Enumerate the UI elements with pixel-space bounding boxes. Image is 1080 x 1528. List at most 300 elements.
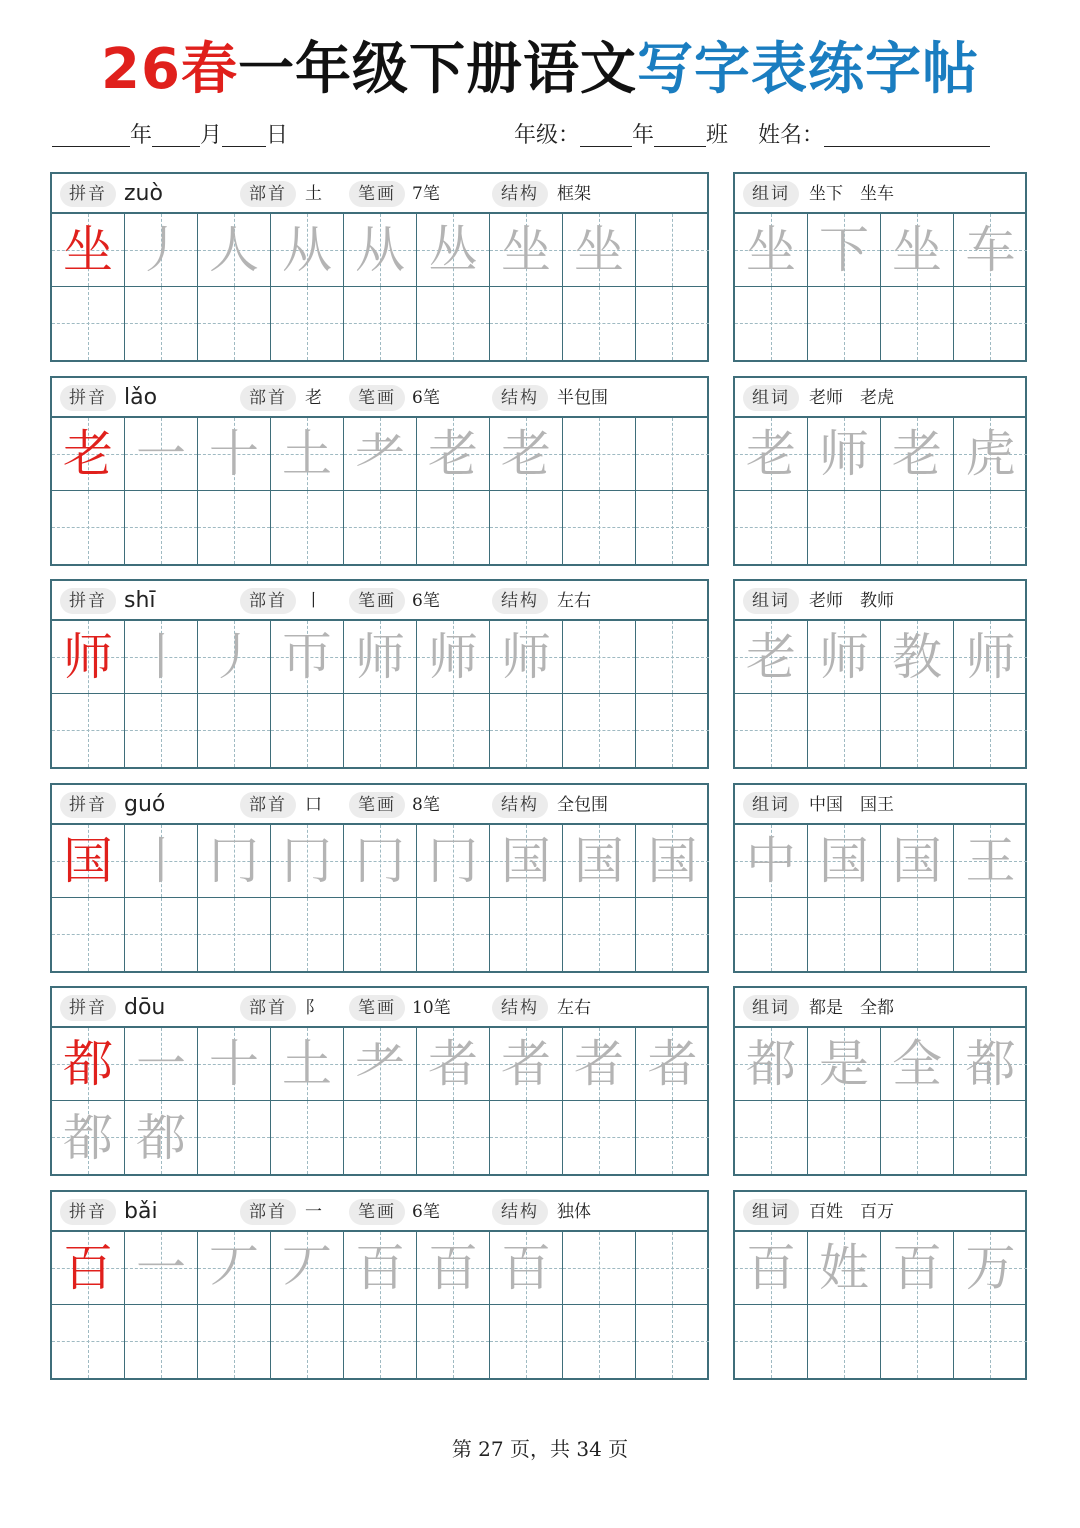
cell-guide-horizontal [636,250,709,251]
stroke-step-character: 者 [574,1035,624,1093]
practice-cell[interactable] [636,491,709,564]
cell-guide-horizontal [636,1268,709,1269]
practice-cell[interactable] [735,418,808,491]
stroke-step-character: 者 [428,1035,478,1093]
practice-cell[interactable] [636,1028,709,1101]
title-part-2: 一年级下册语文 [237,37,637,102]
structure-label: 结构 [492,181,548,207]
practice-cell[interactable] [417,1232,490,1305]
cell-guide-horizontal [417,730,489,731]
cell-guide-horizontal [52,730,124,731]
practice-cell[interactable] [344,1101,417,1174]
practice-cell[interactable] [198,1101,271,1174]
cell-guide-horizontal [198,323,270,324]
practice-cell[interactable] [271,621,344,694]
practice-cell[interactable] [52,214,125,287]
practice-cell[interactable] [417,694,490,767]
practice-cell[interactable] [271,825,344,898]
practice-cell[interactable] [954,418,1027,491]
stroke-step-character: 耂 [355,425,405,483]
practice-cell[interactable] [881,214,954,287]
word-trace-character: 教 [892,628,942,686]
cell-guide-horizontal [490,323,562,324]
day-blank[interactable] [222,118,266,147]
practice-cell[interactable] [808,214,881,287]
pinyin-label: 拼音 [60,588,116,614]
page-footer: 第 27 页，共 34 页 [451,1437,629,1461]
cell-guide-horizontal [490,730,562,731]
practice-cell[interactable] [808,898,881,971]
cell-guide-horizontal [198,1341,270,1342]
radical-value: 一 [305,1202,322,1222]
practice-cell[interactable] [881,491,954,564]
practice-cell[interactable] [636,694,709,767]
practice-cell[interactable] [808,1101,881,1174]
structure-value: 全包围 [557,795,608,815]
pinyin-label: 拼音 [60,792,116,818]
practice-cell[interactable] [125,694,198,767]
pinyin-label: 拼音 [60,995,116,1021]
stroke-step-character: 帀 [282,628,332,686]
card-header [735,988,1025,1028]
practice-cell[interactable] [808,1305,881,1378]
practice-cell[interactable] [125,1305,198,1378]
cell-guide-horizontal [490,1341,562,1342]
practice-cell[interactable] [563,898,636,971]
strokes-label: 笔画 [349,995,405,1021]
practice-cell[interactable] [881,1305,954,1378]
practice-cell[interactable] [735,287,808,360]
cell-guide-horizontal [125,730,197,731]
stroke-step-character: 从 [282,221,332,279]
practice-cell[interactable] [271,694,344,767]
cell-guide-horizontal [636,323,709,324]
practice-cell[interactable] [417,825,490,898]
practice-cell[interactable] [636,898,709,971]
cell-guide-horizontal [198,1137,270,1138]
cell-guide-horizontal [125,1341,197,1342]
cell-guide-horizontal [52,323,124,324]
cell-guide-horizontal [417,934,489,935]
practice-cell[interactable] [271,418,344,491]
year-label: 年 [130,123,153,148]
structure-value: 独体 [557,1202,591,1222]
model-character: 老 [63,425,113,483]
word-trace-character: 坐 [746,221,796,279]
cell-guide-horizontal [271,323,343,324]
practice-cell[interactable] [808,621,881,694]
practice-cell[interactable] [735,1305,808,1378]
card-header [52,988,707,1028]
practice-cell[interactable] [344,287,417,360]
stroke-step-character: 丆 [209,1239,259,1297]
practice-cell[interactable] [344,694,417,767]
stroke-step-character: 都 [136,1108,186,1167]
cell-guide-horizontal [563,527,635,528]
word-practice-card [733,783,1027,973]
practice-cell[interactable] [881,1101,954,1174]
practice-cell[interactable] [808,491,881,564]
stroke-step-character: 土 [282,425,332,483]
practice-cell[interactable] [563,1028,636,1101]
practice-cell[interactable] [563,1101,636,1174]
pinyin-value: bǎi [124,1199,158,1224]
practice-cell[interactable] [198,621,271,694]
practice-cell[interactable] [271,491,344,564]
name-label: 姓名： [758,123,825,148]
stroke-practice-card [50,376,709,566]
practice-cell[interactable] [198,825,271,898]
word-trace-character: 全 [892,1035,942,1093]
words-label: 组词 [743,181,799,207]
practice-cell[interactable] [881,694,954,767]
practice-cell[interactable] [125,418,198,491]
stroke-step-character: 冂 [209,832,259,890]
practice-cell[interactable] [198,418,271,491]
cell-guide-horizontal [808,323,880,324]
word-trace-character: 百 [892,1239,942,1297]
practice-cell[interactable] [636,214,709,287]
word-trace-character: 坐 [892,221,942,279]
practice-cell[interactable] [563,491,636,564]
practice-cell[interactable] [417,287,490,360]
practice-cell[interactable] [344,621,417,694]
class-label: 班 [706,123,729,148]
radical-label: 部首 [240,385,296,411]
practice-cell[interactable] [198,287,271,360]
practice-cell[interactable] [636,1305,709,1378]
practice-cell[interactable] [125,287,198,360]
card-header [52,581,707,621]
practice-cell[interactable] [271,1101,344,1174]
practice-cell[interactable] [271,1232,344,1305]
practice-cell[interactable] [735,1028,808,1101]
cell-guide-horizontal [954,934,1027,935]
practice-cell[interactable] [490,1232,563,1305]
practice-cell[interactable] [881,287,954,360]
practice-cell[interactable] [490,621,563,694]
practice-cell[interactable] [954,898,1027,971]
practice-cell[interactable] [490,491,563,564]
practice-cell[interactable] [198,694,271,767]
strokes-label: 笔画 [349,792,405,818]
stroke-step-character: 师 [501,628,551,686]
practice-cell[interactable] [417,898,490,971]
practice-cell[interactable] [271,214,344,287]
practice-cell[interactable] [735,621,808,694]
word-trace-character: 老 [892,425,942,483]
words-value: 坐下 坐车 [809,184,894,204]
pinyin-value: zuò [124,181,163,206]
cell-guide-horizontal [417,1137,489,1138]
structure-label: 结构 [492,792,548,818]
practice-cell[interactable] [198,1232,271,1305]
stroke-step-character: 坐 [574,221,624,279]
practice-cell[interactable] [52,1232,125,1305]
cell-guide-horizontal [735,323,807,324]
stroke-step-character: 丿 [209,628,259,686]
grade-label: 年级： [514,123,581,148]
word-trace-character: 老 [746,425,796,483]
practice-cell[interactable] [954,825,1027,898]
words-label: 组词 [743,1199,799,1225]
practice-cell[interactable] [52,491,125,564]
strokes-value: 6笔 [412,388,440,408]
practice-cell[interactable] [52,898,125,971]
stroke-step-character: 百 [428,1239,478,1297]
practice-cell[interactable] [881,1028,954,1101]
radical-value: 口 [305,795,322,815]
practice-cell[interactable] [636,1232,709,1305]
practice-cell[interactable] [954,1305,1027,1378]
practice-cell[interactable] [881,621,954,694]
words-value: 百姓 百万 [809,1202,894,1222]
month-label: 月 [200,123,223,148]
cell-guide-horizontal [490,1137,562,1138]
word-practice-card [733,986,1027,1176]
practice-cell[interactable] [198,898,271,971]
stroke-step-character: 土 [282,1035,332,1093]
cell-guide-horizontal [125,527,197,528]
stroke-step-character: 师 [428,628,478,686]
practice-cell[interactable] [954,1232,1027,1305]
practice-cell[interactable] [125,1101,198,1174]
word-trace-character: 王 [965,832,1016,890]
practice-cell[interactable] [954,1101,1027,1174]
practice-cell[interactable] [490,418,563,491]
practice-cell[interactable] [881,418,954,491]
practice-cell[interactable] [563,1305,636,1378]
stroke-step-character: 冂 [282,832,332,890]
card-header [735,785,1025,825]
model-character: 百 [63,1239,113,1297]
words-label: 组词 [743,385,799,411]
practice-cell[interactable] [52,287,125,360]
practice-cell[interactable] [490,1028,563,1101]
radical-value: 老 [305,388,322,408]
words-label: 组词 [743,995,799,1021]
practice-cell[interactable] [490,1305,563,1378]
words-value: 中国 国王 [809,795,894,815]
practice-cell[interactable] [735,694,808,767]
stroke-step-character: 从 [355,221,405,279]
practice-cell[interactable] [490,287,563,360]
practice-cell[interactable] [563,418,636,491]
practice-cell[interactable] [344,418,417,491]
practice-cell[interactable] [125,1028,198,1101]
practice-cell[interactable] [125,898,198,971]
stroke-practice-card [50,986,709,1176]
radical-label: 部首 [240,588,296,614]
cell-guide-horizontal [490,934,562,935]
practice-cell[interactable] [344,214,417,287]
practice-cell[interactable] [52,825,125,898]
practice-cell[interactable] [636,1101,709,1174]
radical-label: 部首 [240,1199,296,1225]
practice-cell[interactable] [52,1028,125,1101]
practice-cell[interactable] [344,825,417,898]
practice-cell[interactable] [417,621,490,694]
practice-cell[interactable] [954,214,1027,287]
practice-cell[interactable] [417,214,490,287]
practice-cell[interactable] [636,418,709,491]
card-header [735,1192,1025,1232]
practice-cell[interactable] [344,1232,417,1305]
practice-cell[interactable] [735,1101,808,1174]
year-blank[interactable] [52,118,130,147]
practice-cell[interactable] [636,621,709,694]
practice-cell[interactable] [954,694,1027,767]
cell-guide-horizontal [344,934,416,935]
cell-guide-horizontal [417,323,489,324]
cell-guide-horizontal [954,527,1027,528]
practice-cell[interactable] [808,1232,881,1305]
cell-guide-horizontal [636,454,709,455]
cell-guide-horizontal [563,1341,635,1342]
practice-cell[interactable] [344,1028,417,1101]
practice-cell[interactable] [344,491,417,564]
practice-cell[interactable] [125,1232,198,1305]
practice-cell[interactable] [198,491,271,564]
word-trace-character: 万 [965,1239,1016,1297]
practice-cell[interactable] [52,418,125,491]
cell-guide-horizontal [344,323,416,324]
practice-cell[interactable] [490,825,563,898]
pinyin-label: 拼音 [60,181,116,207]
practice-cell[interactable] [125,491,198,564]
pinyin-value: lǎo [124,385,158,410]
practice-cell[interactable] [52,694,125,767]
practice-cell[interactable] [52,1101,125,1174]
card-header [52,785,707,825]
practice-cell[interactable] [490,1101,563,1174]
cell-guide-horizontal [954,730,1027,731]
practice-cell[interactable] [954,621,1027,694]
strokes-value: 10笔 [412,998,451,1018]
practice-cell[interactable] [808,418,881,491]
practice-cell[interactable] [490,214,563,287]
practice-cell[interactable] [563,1232,636,1305]
stroke-practice-card [50,1190,709,1380]
practice-cell[interactable] [271,1305,344,1378]
words-label: 组词 [743,792,799,818]
radical-value: 阝 [305,998,322,1018]
cell-guide-horizontal [881,323,953,324]
practice-cell[interactable] [636,825,709,898]
practice-cell[interactable] [417,1028,490,1101]
strokes-value: 8笔 [412,795,440,815]
practice-cell[interactable] [344,1305,417,1378]
pinyin-value: guó [124,792,166,817]
cell-guide-horizontal [954,323,1027,324]
cell-guide-horizontal [735,1137,807,1138]
practice-cell[interactable] [125,214,198,287]
practice-cell[interactable] [808,694,881,767]
practice-cell[interactable] [271,287,344,360]
practice-cell[interactable] [735,214,808,287]
practice-cell[interactable] [417,491,490,564]
word-trace-character: 中 [746,832,796,890]
practice-cell[interactable] [563,621,636,694]
stroke-practice-card [50,579,709,769]
cell-guide-horizontal [52,934,124,935]
practice-cell[interactable] [881,825,954,898]
stroke-step-character: 一 [136,425,186,483]
cell-guide-horizontal [563,730,635,731]
stroke-practice-card [50,783,709,973]
practice-cell[interactable] [954,287,1027,360]
cell-guide-horizontal [808,527,880,528]
practice-cell[interactable] [881,1232,954,1305]
practice-cell[interactable] [490,898,563,971]
practice-cell[interactable] [636,287,709,360]
practice-cell[interactable] [881,898,954,971]
grade-blank[interactable] [580,118,632,147]
cell-guide-horizontal [198,730,270,731]
practice-cell[interactable] [417,418,490,491]
card-header [735,378,1025,418]
structure-value: 左右 [557,591,591,611]
practice-cell[interactable] [954,491,1027,564]
model-character: 国 [63,832,113,890]
month-blank[interactable] [152,118,200,147]
pinyin-label: 拼音 [60,1199,116,1225]
practice-cell[interactable] [735,825,808,898]
practice-cell[interactable] [808,287,881,360]
cell-guide-horizontal [271,527,343,528]
practice-cell[interactable] [271,898,344,971]
stroke-step-character: 一 [136,1239,186,1297]
practice-cell[interactable] [125,621,198,694]
class-blank[interactable] [654,118,706,147]
practice-cell[interactable] [271,1028,344,1101]
practice-cell[interactable] [735,491,808,564]
practice-cell[interactable] [808,825,881,898]
card-header [52,378,707,418]
structure-label: 结构 [492,385,548,411]
practice-cell[interactable] [417,1101,490,1174]
cell-guide-horizontal [563,934,635,935]
practice-cell[interactable] [808,1028,881,1101]
practice-cell[interactable] [52,1305,125,1378]
practice-cell[interactable] [417,1305,490,1378]
practice-cell[interactable] [563,214,636,287]
stroke-step-character: 丨 [136,832,186,890]
practice-cell[interactable] [198,1028,271,1101]
practice-cell[interactable] [198,1305,271,1378]
practice-cell[interactable] [735,898,808,971]
pinyin-value: dōu [124,995,166,1020]
practice-cell[interactable] [198,214,271,287]
practice-cell[interactable] [735,1232,808,1305]
practice-cell[interactable] [490,694,563,767]
word-trace-character: 车 [965,221,1016,279]
model-character: 师 [63,628,113,686]
practice-cell[interactable] [344,898,417,971]
practice-cell[interactable] [125,825,198,898]
cell-guide-horizontal [636,1137,709,1138]
name-blank[interactable] [824,118,990,147]
practice-cell[interactable] [52,621,125,694]
cell-guide-horizontal [881,730,953,731]
practice-cell[interactable] [563,825,636,898]
structure-value: 左右 [557,998,591,1018]
practice-cell[interactable] [563,287,636,360]
practice-cell[interactable] [954,1028,1027,1101]
title-part-1: 26春 [101,37,238,102]
cell-guide-horizontal [344,1137,416,1138]
practice-cell[interactable] [563,694,636,767]
